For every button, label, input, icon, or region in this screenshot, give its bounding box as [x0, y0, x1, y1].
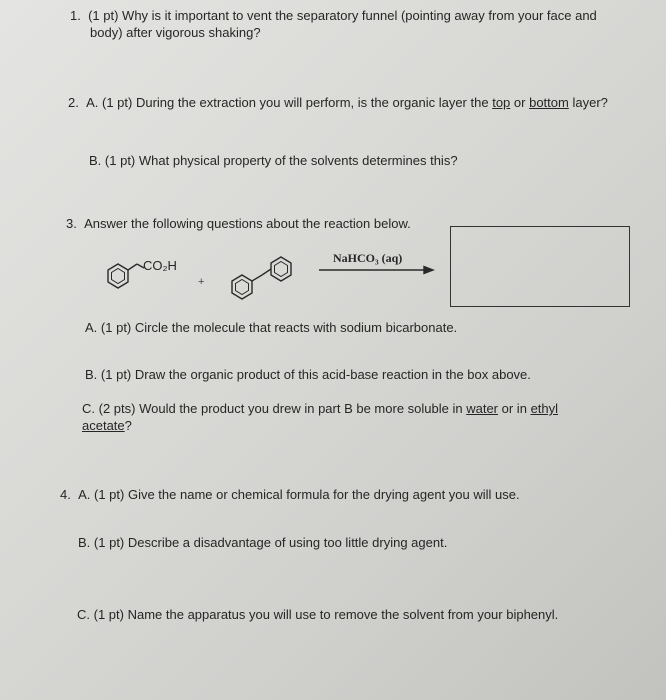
- q1-line2: body) after vigorous shaking?: [90, 25, 261, 40]
- reaction-arrow: [319, 267, 433, 274]
- phenylacetic-acid-structure: [108, 264, 144, 288]
- q3-c-line2: acetate?: [82, 418, 132, 433]
- q4-c: C. (1 pt) Name the apparatus you will use to remove the solvent from your biphenyl.: [77, 607, 559, 622]
- q2-a: 2. A. (1 pt) During the extraction you will perform, is the organic layer the top or bottom layer?: [68, 95, 608, 110]
- diphenylmethane-structure: [232, 257, 291, 299]
- q4-a: 4. A. (1 pt) Give the name or chemical formula for the drying agent you will use.: [60, 487, 520, 502]
- q3-intro: 3. Answer the following questions about the reaction below.: [66, 216, 411, 231]
- q3-c-line1: C. (2 pts) Would the product you drew in part B be more soluble in water or in ethyl: [82, 401, 559, 416]
- co2h-label: CO₂H: [143, 258, 177, 273]
- plus-sign: +: [198, 276, 205, 288]
- product-drawing-box[interactable]: [450, 226, 630, 307]
- q1-line1: 1. (1 pt) Why is it important to vent the separatory funnel (pointing away from your face and: [70, 8, 597, 23]
- q2-b: B. (1 pt) What physical property of the solvents determines this?: [89, 153, 458, 168]
- q4-b: B. (1 pt) Describe a disadvantage of using too little drying agent.: [78, 535, 448, 550]
- q3-a: A. (1 pt) Circle the molecule that reacts with sodium bicarbonate.: [85, 320, 458, 335]
- q3-b: B. (1 pt) Draw the organic product of this acid-base reaction in the box above.: [85, 367, 531, 382]
- arrow-reagent-label: NaHCO₃ (aq): [333, 251, 403, 265]
